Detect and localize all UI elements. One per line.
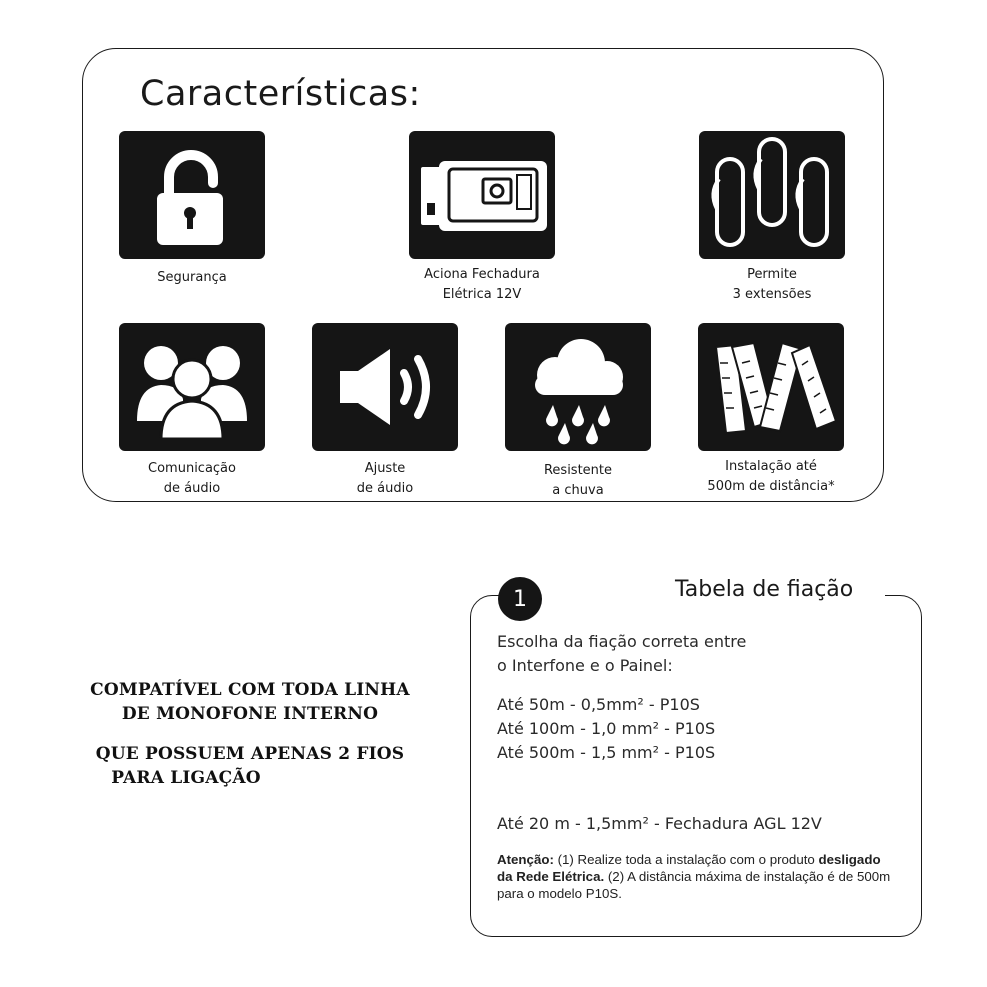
- step-number-badge: 1: [498, 577, 542, 621]
- caption-rain: Resistente a chuva: [543, 463, 613, 498]
- caption-electric-lock: Aciona Fechadura Elétrica 12V: [424, 267, 540, 302]
- feature-tile-rain: [505, 323, 651, 451]
- compat-line-1: COMPATÍVEL COM TODA LINHA: [90, 680, 410, 700]
- wiring-row-100m: Até 100m - 1,0 mm² - P10S: [497, 719, 716, 738]
- attention-part-1: (1) Realize toda a instalação com o produto: [553, 852, 819, 867]
- attention-note: [497, 851, 897, 902]
- feature-tile-distance: [698, 323, 844, 451]
- features-title: Características:: [140, 74, 421, 114]
- wiring-intro-line-2: o Interfone e o Painel:: [497, 656, 673, 675]
- attention-bold: desligado da Rede Elétrica.: [497, 852, 881, 884]
- caption-extensions: Permite 3 extensões: [732, 267, 812, 302]
- rain-cloud-icon: [505, 323, 651, 451]
- caption-communication: Comunicação de áudio: [148, 461, 236, 496]
- compat-line-3: QUE POSSUEM APENAS 2 FIOS: [95, 744, 405, 764]
- feature-tile-electric-lock: [409, 131, 555, 259]
- wiring-row-500m: Até 500m - 1,5 mm² - P10S: [497, 743, 716, 762]
- wiring-row-50m: Até 50m - 0,5mm² - P10S: [497, 695, 700, 714]
- compatibility-note: [40, 678, 460, 790]
- feature-tile-audio: [312, 323, 458, 451]
- measuring-tape-icon: [698, 323, 844, 451]
- wiring-row-lock: Até 20 m - 1,5mm² - Fechadura AGL 12V: [497, 814, 822, 833]
- attention-label: Atenção:: [497, 852, 554, 867]
- handsets-icon: [699, 131, 845, 259]
- electric-lock-icon: [409, 131, 555, 259]
- wiring-intro-line-1: Escolha da fiação correta entre: [497, 632, 747, 651]
- caption-audio: Ajuste de áudio: [356, 461, 414, 496]
- compat-line-2: DE MONOFONE INTERNO: [121, 704, 379, 724]
- speaker-icon: [312, 323, 458, 451]
- padlock-icon: [119, 131, 265, 259]
- wiring-table-title: Tabela de fiação: [675, 577, 854, 602]
- feature-tile-security: [119, 131, 265, 259]
- feature-tile-communication: [119, 323, 265, 451]
- attention-part-2: (2) A distância máxima de instalação é de 500m para o modelo P10S.: [497, 869, 891, 901]
- people-icon: [119, 323, 265, 451]
- feature-tile-extensions: [699, 131, 845, 259]
- caption-security: Segurança: [157, 270, 227, 285]
- compat-line-4: PARA LIGAÇÃO: [111, 768, 261, 788]
- caption-distance: Instalação até 500m de distância*: [707, 459, 835, 494]
